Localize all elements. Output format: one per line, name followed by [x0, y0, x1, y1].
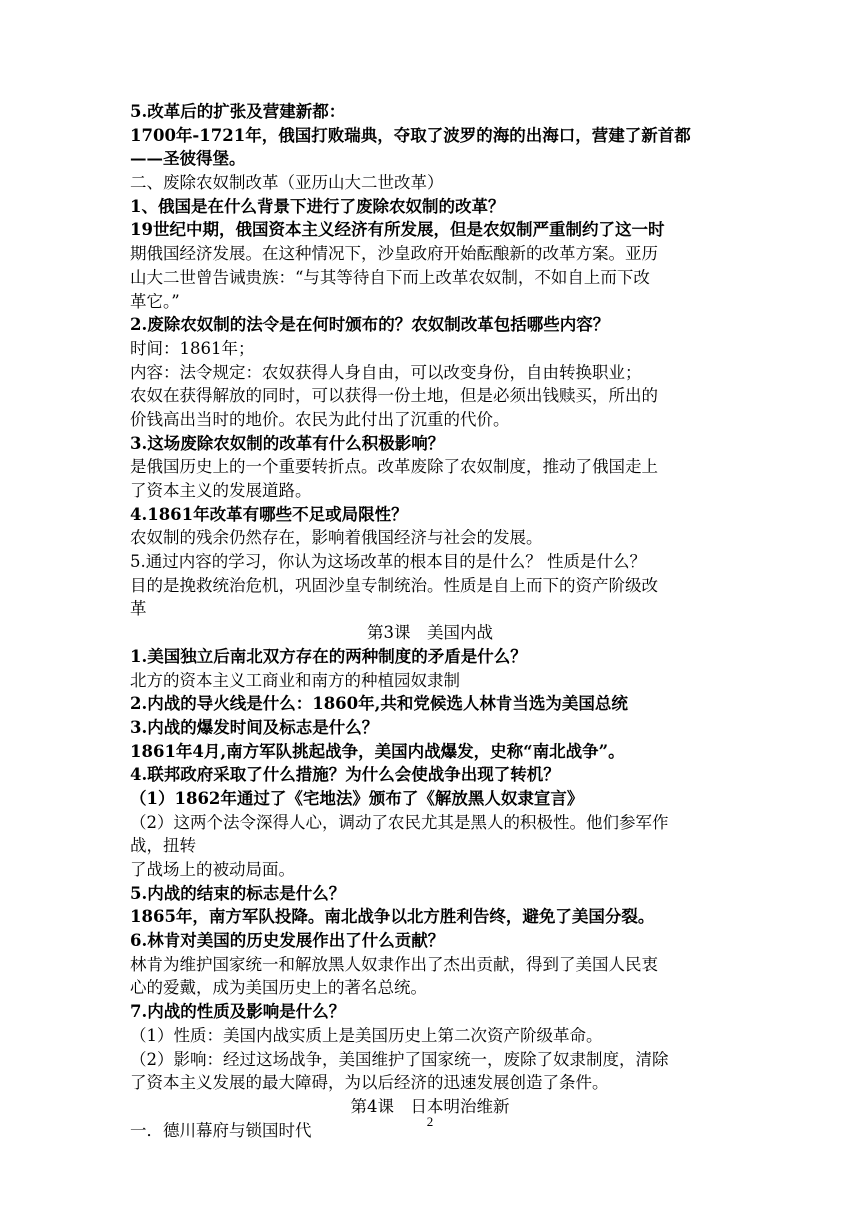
- text-line: 5.改革后的扩张及营建新都：: [130, 102, 346, 121]
- text-line: 19世纪中期，俄国资本主义经济有所发展，但是农奴制严重制约了这一时: [130, 220, 665, 240]
- text-line: 战，扭转: [130, 836, 196, 856]
- text-line: 1865年，南方军队投降。南北战争以北方胜利告终，避免了美国分裂。: [130, 907, 655, 927]
- text-line: 山大二世曾告诫贵族：“与其等待自下而上改革农奴制，不如自上而下改: [130, 267, 650, 287]
- text-line: 2.废除农奴制的法令是在何时颁布的？农奴制改革包括哪些内容？: [130, 315, 610, 335]
- text-line: 二、废除农奴制改革（亚历山大二世改革）: [130, 173, 444, 193]
- text-line: 2.内战的导火线是什么：1860年,共和党候选人林肯当选为美国总统: [130, 694, 628, 714]
- text-line: 1700年-1721年，俄国打败瑞典，夺取了波罗的海的出海口，营建了新首都: [130, 125, 691, 145]
- text-line: 5.内战的结束的标志是什么？: [130, 883, 346, 903]
- text-line: （2）这两个法令深得人心，调动了农民尤其是黑人的积极性。他们参军作: [130, 812, 669, 832]
- text-line: ——圣彼得堡。: [130, 149, 246, 169]
- text-line: 农奴在获得解放的同时，可以获得一份土地，但是必须出钱赎买，所出的: [130, 386, 658, 406]
- text-line: （1）1862年通过了《宅地法》颁布了《解放黑人奴隶宣言》: [130, 788, 584, 808]
- text-line: 1、俄国是在什么背景下进行了废除农奴制的改革？: [130, 196, 505, 216]
- page-number: 2: [426, 1114, 434, 1129]
- text-line: 5.通过内容的学习，你认为这场改革的根本目的是什么？ 性质是什么？: [130, 552, 646, 572]
- text-line: 心的爱戴，成为美国历史上的著名总统。: [130, 978, 427, 998]
- lesson-heading: 第4课 日本明治维新: [350, 1096, 510, 1116]
- text-line: 革它。”: [130, 291, 180, 311]
- lesson-heading: 第3课 美国内战: [367, 623, 493, 643]
- text-line: 1.美国独立后南北双方存在的两种制度的矛盾是什么？: [130, 646, 527, 666]
- text-line: 6.林肯对美国的历史发展作出了什么贡献？: [130, 931, 445, 951]
- text-line: 3.这场废除农奴制的改革有什么积极影响？: [130, 433, 445, 453]
- text-line: 一．德川幕府与锁国时代: [130, 1120, 312, 1140]
- text-line: 时间：1861年；: [130, 338, 255, 358]
- text-line: 内容：法令规定：农奴获得人身自由，可以改变身份，自由转换职业；: [130, 362, 642, 382]
- text-line: 目的是挽救统治危机，巩固沙皇专制统治。性质是自上而下的资产阶级改: [130, 575, 658, 595]
- document-body: [130, 100, 730, 1142]
- text-line: 了战场上的被动局面。: [130, 860, 295, 879]
- text-line: 北方的资本主义工商业和南方的种植园奴隶制: [130, 670, 460, 690]
- text-line: 了资本主义的发展道路。: [130, 481, 312, 500]
- text-line: 期俄国经济发展。在这种情况下，沙皇政府开始酝酿新的改革方案。亚历: [130, 244, 658, 264]
- text-line: （1）性质：美国内战实质上是美国历史上第二次资产阶级革命。: [130, 1025, 603, 1045]
- text-line: 7.内战的性质及影响是什么？: [130, 1002, 346, 1022]
- text-line: 4.联邦政府采取了什么措施？为什么会使战争出现了转机？: [130, 765, 560, 785]
- text-line: 是俄国历史上的一个重要转折点。改革废除了农奴制度，推动了俄国走上: [130, 457, 658, 477]
- text-line: 林肯为维护国家统一和解放黑人奴隶作出了杰出贡献，得到了美国人民衷: [130, 954, 658, 974]
- text-line: 革: [130, 599, 147, 619]
- text-line: 4.1861年改革有哪些不足或局限性？: [130, 504, 408, 524]
- text-line: （2）影响：经过这场战争，美国维护了国家统一，废除了奴隶制度，清除: [130, 1049, 669, 1069]
- text-line: 农奴制的残余仍然存在，影响着俄国经济与社会的发展。: [130, 528, 543, 548]
- text-line: 1861年4月,南方军队挑起战争，美国内战爆发，史称“南北战争”。: [130, 741, 625, 761]
- text-line: 3.内战的爆发时间及标志是什么？: [130, 717, 379, 737]
- text-line: 了资本主义发展的最大障碍，为以后经济的迅速发展创造了条件。: [130, 1073, 609, 1093]
- text-line: 价钱高出当时的地价。农民为此付出了沉重的代价。: [130, 409, 510, 429]
